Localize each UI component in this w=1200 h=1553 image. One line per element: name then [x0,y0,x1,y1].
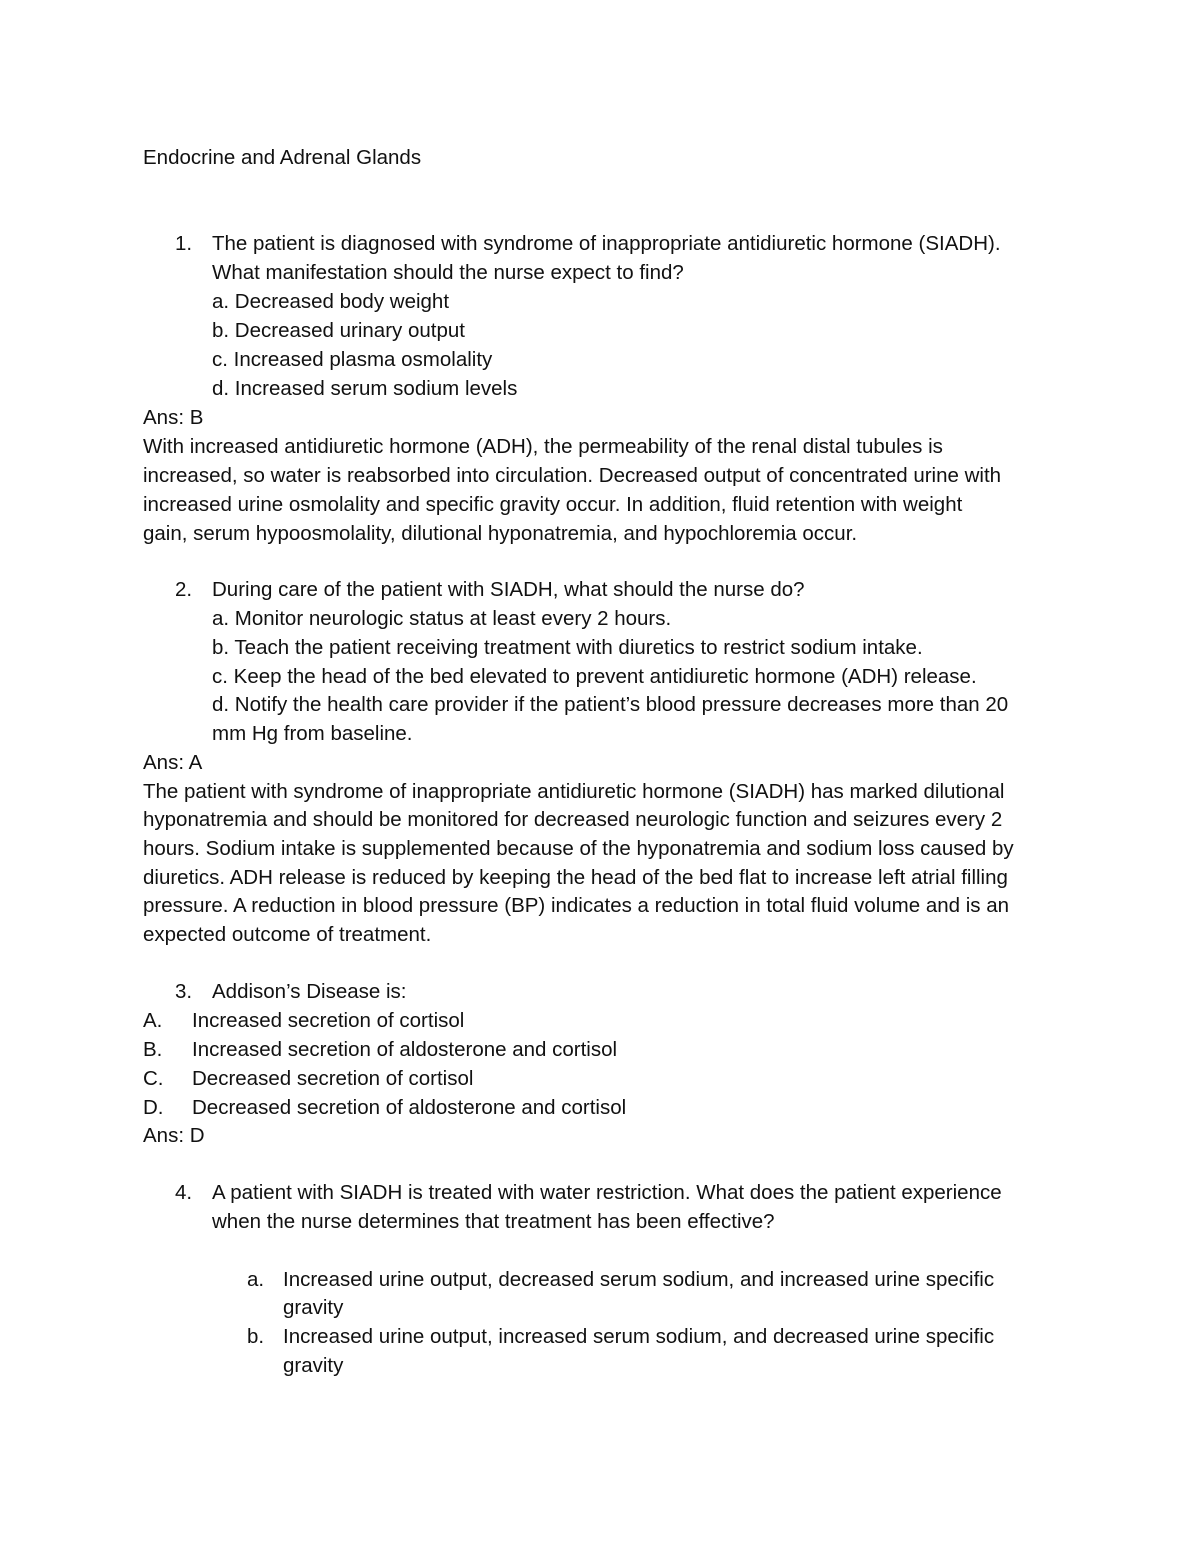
question-1-option-d: d. Increased serum sodium levels [212,377,518,400]
question-2-rationale-line: diuretics. ADH release is reduced by keeping the head of the bed flat to increase left atrial filling [143,866,1008,889]
question-3-option-text: Increased secretion of cortisol [192,1009,465,1032]
question-4-stem-line: A patient with SIADH is treated with water restriction. What does the patient experience [212,1181,1002,1204]
question-4-option-b-line: gravity [283,1354,344,1377]
question-2-answer: Ans: A [143,751,203,774]
question-4-option-b-line: Increased urine output, increased serum sodium, and decreased urine specific [283,1325,995,1348]
question-1-option-c: c. Increased plasma osmolality [212,348,493,371]
question-3-option-letter: C. [143,1067,164,1090]
question-3-answer: Ans: D [143,1124,205,1147]
question-1-number: 1. [175,232,193,255]
question-2-rationale-line: expected outcome of treatment. [143,923,432,946]
question-4-option-letter: b. [247,1325,265,1348]
question-2-rationale-line: pressure. A reduction in blood pressure (BP) indicates a reduction in total fluid volume and is an [143,894,1010,917]
question-3-option-letter: B. [143,1038,163,1061]
question-3-option-text: Decreased secretion of aldosterone and cortisol [192,1096,627,1119]
question-1-rationale-line: With increased antidiuretic hormone (ADH), the permeability of the renal distal tubules is [143,435,943,458]
question-2-number: 2. [175,578,193,601]
question-2-rationale-line: The patient with syndrome of inappropriate antidiuretic hormone (SIADH) has marked dilutional [143,780,1005,803]
question-3-option-text: Increased secretion of aldosterone and cortisol [192,1038,618,1061]
question-1-stem-line: The patient is diagnosed with syndrome of inappropriate antidiuretic hormone (SIADH). [212,232,1001,255]
question-2-rationale-line: hyponatremia and should be monitored for decreased neurologic function and seizures every 2 [143,808,1003,831]
question-1-option-b: b. Decreased urinary output [212,319,465,342]
question-2-option-d: d. Notify the health care provider if the patient’s blood pressure decreases more than 20 [212,693,1009,716]
question-4-option-letter: a. [247,1268,265,1291]
question-1-rationale-line: gain, serum hypoosmolality, dilutional hyponatremia, and hypochloremia occur. [143,522,858,545]
question-2-option-b: b. Teach the patient receiving treatment with diuretics to restrict sodium intake. [212,636,923,659]
question-1-rationale-line: increased, so water is reabsorbed into circulation. Decreased output of concentrated urine with [143,464,1002,487]
question-2-option-d-continued: mm Hg from baseline. [212,722,413,745]
question-2-option-c: c. Keep the head of the bed elevated to prevent antidiuretic hormone (ADH) release. [212,665,977,688]
question-1-option-a: a. Decreased body weight [212,290,450,313]
question-3-number: 3. [175,980,193,1003]
question-2-rationale-line: hours. Sodium intake is supplemented because of the hyponatremia and sodium loss caused by [143,837,1014,860]
question-3-option-letter: D. [143,1096,164,1119]
question-3-option-text: Decreased secretion of cortisol [192,1067,474,1090]
question-4-option-a-line: Increased urine output, decreased serum sodium, and increased urine specific [283,1268,995,1291]
question-4-number: 4. [175,1181,193,1204]
question-4-option-a-line: gravity [283,1296,344,1319]
question-1-answer: Ans: B [143,406,204,429]
question-1-rationale-line: increased urine osmolality and specific gravity occur. In addition, fluid retention with weight [143,493,963,516]
question-4-stem-line: when the nurse determines that treatment has been effective? [212,1210,775,1233]
question-1-stem-line: What manifestation should the nurse expect to find? [212,261,684,284]
question-3-option-letter: A. [143,1009,163,1032]
document-title: Endocrine and Adrenal Glands [143,146,422,169]
question-2-option-a: a. Monitor neurologic status at least every 2 hours. [212,607,672,630]
question-2-stem-line: During care of the patient with SIADH, what should the nurse do? [212,578,805,601]
question-3-stem: Addison’s Disease is: [212,980,407,1003]
